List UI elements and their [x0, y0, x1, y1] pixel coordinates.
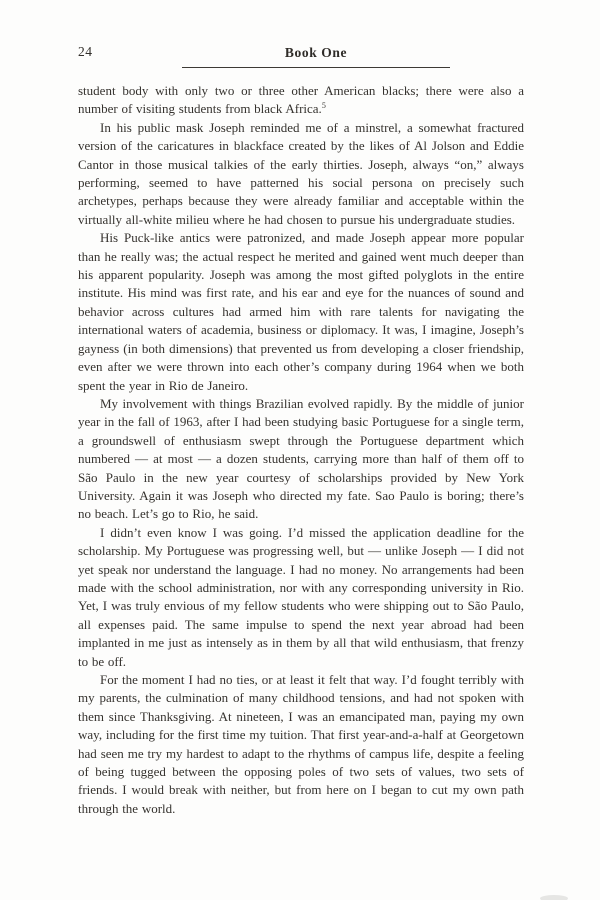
paragraph — [78, 119, 524, 229]
page-content — [78, 44, 524, 818]
paragraph-text: I didn’t even know I was going. I’d missed the application deadline for the scholarship. My Portuguese was progressing well, but — unlike Joseph — I did not yet speak nor understand the language. I had no money. No arrangements had been made with the school administration, nor with any corresponding university in Rio. Yet, I was truly envious of my fellow students who were shipping out to São Paulo, all expenses paid. The same impulse to spend the next year abroad had been implanted in me just as intensely as in them by all that wild enthusiasm, that frenzy to be off. — [78, 524, 524, 669]
paragraph — [78, 229, 524, 395]
paragraph-text: In his public mask Joseph reminded me of a minstrel, a somewhat fractured version of the caricatures in blackface created by the likes of Al Jolson and Eddie Cantor in those musical talkies of the early thirties. Joseph, always “on,” always performing, seemed to have patterned his social persona on precisely such archetypes, perhaps because they were already familiar and acceptable within the virtually all-white milieu where he had chosen to pursue his undergraduate studies. — [78, 119, 524, 227]
paragraph — [78, 395, 524, 524]
paragraph-text: My involvement with things Brazilian evolved rapidly. By the middle of junior year in the fall of 1963, after I had been studying basic Portuguese for a single term, a groundswell of enthusiasm swept through the Portuguese department which numbered — at most — a dozen students, carrying more than half of them off to São Paulo in the new year courtesy of scholarships provided by New York University. Again it was Joseph who directed my fate. Sao Paulo is boring; there’s no beach. Let’s go to Rio, he said. — [78, 395, 524, 522]
footnote-marker: 5 — [321, 101, 326, 111]
body-text — [78, 82, 524, 818]
paragraph — [78, 671, 524, 818]
paragraph — [78, 524, 524, 671]
paragraph-text: For the moment I had no ties, or at least it felt that way. I’d fought terribly with my parents, the culmination of many childhood tensions, and had not spoken with them since Thanksgiving. At nineteen, I was an emancipated man, paying my own way, including for the first time my tuition. That first year-and-a-half at Georgetown had seen me try my hardest to adapt to the rhythms of campus life, despite a feeling of being tugged between the opposing poles of two sets of values, two sets of friends. I would break with neither, but from here on I began to cut my own path through the world. — [78, 672, 524, 816]
paragraph — [78, 82, 524, 119]
running-header-title: Book One — [284, 45, 348, 60]
page-number: 24 — [78, 44, 93, 59]
page-header — [78, 44, 524, 68]
scan-smudge-artifact — [540, 895, 568, 900]
running-header-rule — [182, 44, 450, 68]
paragraph-text: His Puck-like antics were patronized, and made Joseph appear more popular than he really was; the actual respect he merited and gained went much deeper than his apparent popularity. Joseph was among the most gifted polyglots in the entire institute. His mind was first rate, and his ear and eye for the nuances of sound and behavior across cultures had armed him with rare talents for navigating the international waters of academia, business or diplomacy. It was, I imagine, Joseph’s gayness (in both dimensions) that prevented us from developing a closer friendship, even after we were thrown into each other’s company during 1964 when we both spent the year in Rio de Janeiro. — [78, 230, 524, 393]
paragraph-text: student body with only two or three other American blacks; there were also a number of visiting students from black Africa. — [78, 83, 524, 117]
